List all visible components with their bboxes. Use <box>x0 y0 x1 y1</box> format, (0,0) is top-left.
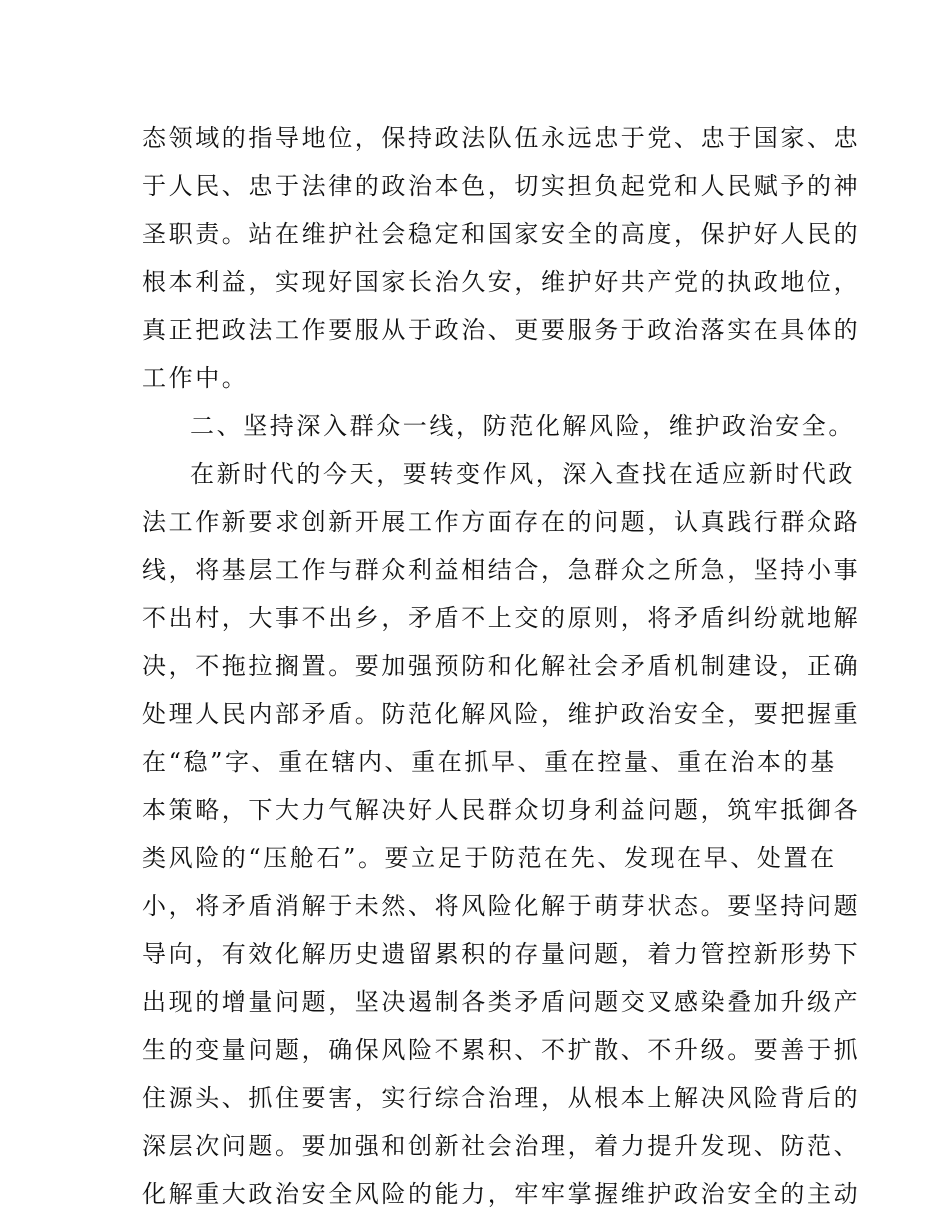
text-line: 真正把政法工作要服从于政治、更要服务于政治落实在具体的 <box>142 316 861 344</box>
paragraph-start-line: 在新时代的今天，要转变作风，深入查找在适应新时代政 <box>190 460 855 488</box>
text-line: 在“稳”字、重在辖内、重在抓早、重在控量、重在治本的基 <box>142 748 837 776</box>
text-line: 化解重大政治安全风险的能力，牢牢掌握维护政治安全的主动 <box>142 1180 861 1208</box>
body-text <box>142 114 861 1218</box>
section-heading: 二、坚持深入群众一线，防范化解风险，维护政治安全。 <box>190 412 855 440</box>
text-line: 本策略，下大力气解决好人民群众切身利益问题，筑牢抵御各 <box>142 796 861 824</box>
text-line: 决，不拖拉搁置。要加强预防和化解社会矛盾机制建设，正确 <box>142 652 861 680</box>
text-line: 法工作新要求创新开展工作方面存在的问题，认真践行群众路 <box>142 508 861 536</box>
text-line: 线，将基层工作与群众利益相结合，急群众之所急，坚持小事 <box>142 556 861 584</box>
text-line: 小，将矛盾消解于未然、将风险化解于萌芽状态。要坚持问题 <box>142 892 861 920</box>
text-line: 于人民、忠于法律的政治本色，切实担负起党和人民赋予的神 <box>142 172 861 200</box>
text-line: 工作中。 <box>142 364 249 392</box>
text-line: 不出村，大事不出乡，矛盾不上交的原则，将矛盾纠纷就地解 <box>142 604 861 632</box>
text-line: 类风险的“压舱石”。要立足于防范在先、发现在早、处置在 <box>142 844 837 872</box>
text-line: 根本利益，实现好国家长治久安，维护好共产党的执政地位， <box>142 268 861 296</box>
text-line: 深层次问题。要加强和创新社会治理，着力提升发现、防范、 <box>142 1132 861 1160</box>
text-line: 住源头、抓住要害，实行综合治理，从根本上解决风险背后的 <box>142 1084 861 1112</box>
text-line: 处理人民内部矛盾。防范化解风险，维护政治安全，要把握重 <box>142 700 861 728</box>
text-line: 导向，有效化解历史遗留累积的存量问题，着力管控新形势下 <box>142 940 861 968</box>
text-line: 圣职责。站在维护社会稳定和国家安全的高度，保护好人民的 <box>142 220 861 248</box>
text-line: 态领域的指导地位，保持政法队伍永远忠于党、忠于国家、忠 <box>142 124 861 152</box>
text-line: 出现的增量问题，坚决遏制各类矛盾问题交叉感染叠加升级产 <box>142 988 861 1016</box>
text-line: 生的变量问题，确保风险不累积、不扩散、不升级。要善于抓 <box>142 1036 861 1064</box>
